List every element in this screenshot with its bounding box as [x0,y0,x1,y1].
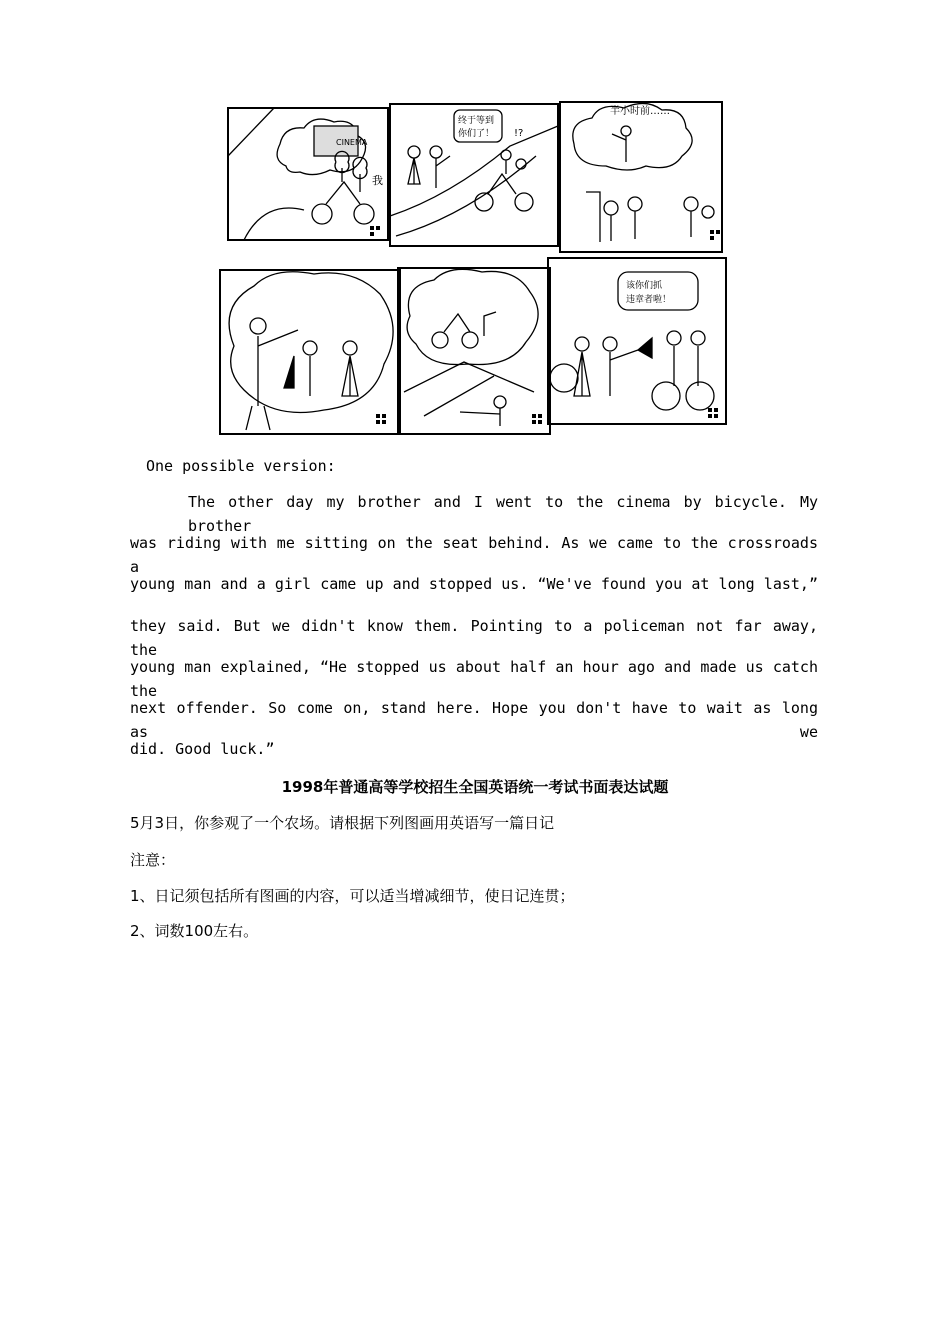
task-description: 5月3日，你参观了一个农场。请根据下列图画用英语写一篇日记 [130,814,555,832]
note-label: 注意： [130,851,176,869]
note-item-2: 2、词数100左右。 [130,922,259,940]
speech-text-1b: 你们了！ [458,129,495,139]
puzzled-marks: !? [514,128,524,139]
thought-cloud-5 [407,269,538,364]
comic-strip [214,96,730,442]
version-heading: One possible version: [146,457,336,475]
essay-line: next offender. So come on, stand here. Hope you don't have to wait as long as we [130,698,818,741]
policeman-small [612,126,631,162]
brothers-on-bike [488,150,526,194]
comic-panel-3 [560,102,722,252]
essay-paragraph [130,490,818,778]
policeman-directing [460,396,506,426]
essay-line: did. Good luck.” [130,740,275,759]
thought-text-3: 半小时前…… [610,106,670,117]
essay-line: they said. But we didn't know them. Pointing to a policeman not far away, the [130,616,818,659]
girl-with-flag [574,337,590,396]
brothers-next-offenders [667,331,705,386]
speech-text-3b: 违章者啦！ [626,295,672,305]
bike-wheel [354,204,374,224]
essay-line: young man explained, “He stopped us about half an hour ago and made us catch the [130,657,818,700]
essay-line: young man and a girl came up and stopped us. “We've found you at long last,” [130,575,818,594]
essay-line: was riding with me sitting on the seat behind. As we came to the crossroads a [130,534,818,577]
thought-cloud-4 [229,272,393,413]
girl-caught [342,341,358,396]
section-title: 1998年普通高等学校招生全国英语统一考试书面表达试题 [281,778,669,796]
comic-panel-4 [220,270,400,434]
speech-text-3a: 该你们抓 [626,281,663,291]
young-man-caught [303,341,317,396]
girl-figure [408,146,420,184]
cinema-sign-text: CINEMA [336,138,368,147]
young-man-figure [430,146,450,188]
essay-line: The other day my brother and I went to the cinema by bicycle. My brother [188,493,818,535]
bike-wheel [312,204,332,224]
comic-illustration [214,96,730,442]
speech-text-1a: 终于等到 [458,116,495,126]
young-man-with-flag [603,337,638,396]
note-item-1: 1、日记须包括所有图画的内容，可以适当增减细节，使日记连贯； [130,887,575,905]
panel-1-label: 我 [372,174,383,187]
